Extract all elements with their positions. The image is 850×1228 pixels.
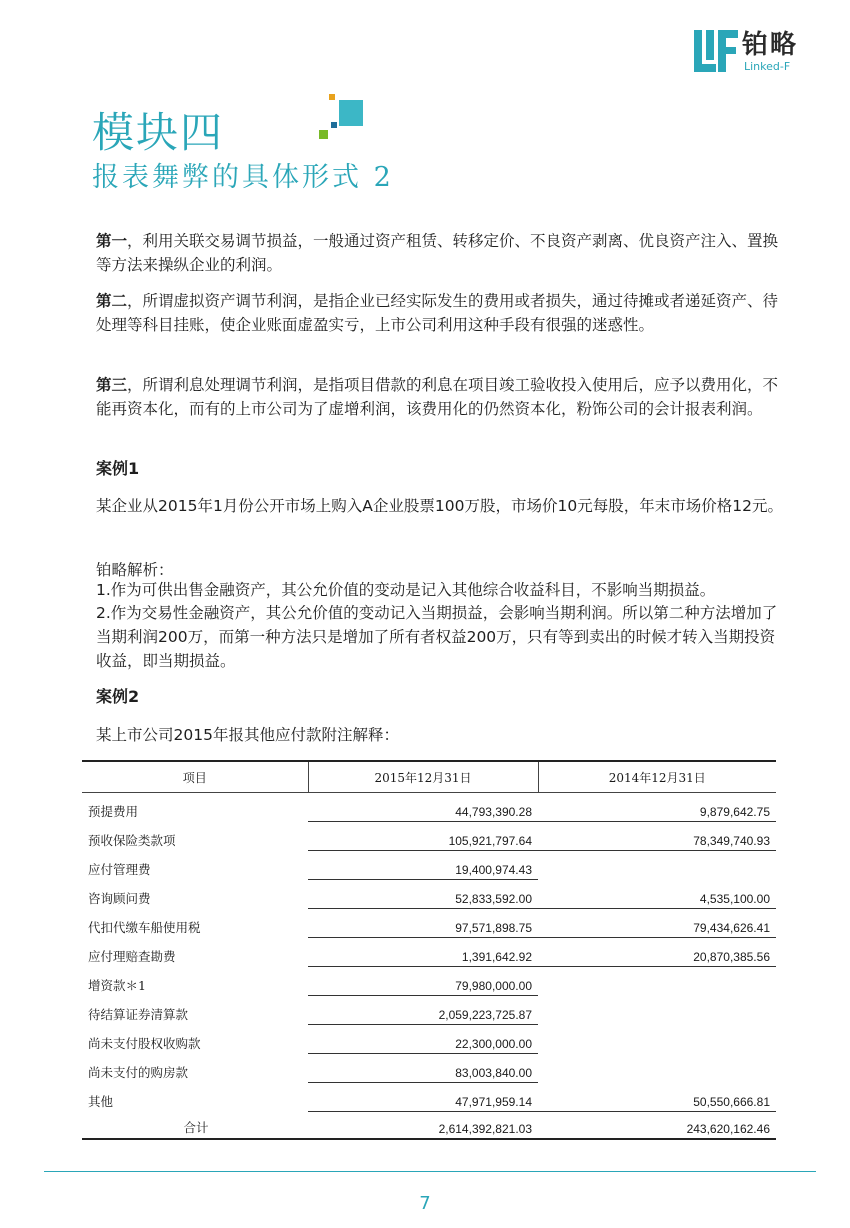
paragraph-lead: 第三 (96, 376, 128, 394)
decor-square-1 (329, 94, 335, 100)
other-payables-table (82, 760, 776, 1140)
row-label: 应付理赔查勘费 (88, 948, 176, 964)
table-row (82, 880, 776, 909)
module-title: 模块四 (92, 108, 225, 157)
footer-divider (44, 1171, 816, 1172)
value-2015: 22,300,000.00 (308, 1025, 538, 1054)
row-label: 尚未支付的购房款 (88, 1064, 189, 1080)
row-label: 代扣代缴车船使用税 (88, 919, 201, 935)
value-2015: 2,059,223,725.87 (308, 996, 538, 1025)
value-2015: 83,003,840.00 (308, 1054, 538, 1083)
section-subtitle: 报表舞弊的具体形式 2 (92, 162, 394, 193)
value-2014 (538, 996, 776, 1025)
decor-square-3 (319, 130, 328, 139)
table-header-row (82, 761, 776, 793)
value-2015: 19,400,974.43 (308, 851, 538, 880)
table-row (82, 938, 776, 967)
value-2014 (538, 967, 776, 996)
table-row (82, 909, 776, 938)
table-row (82, 822, 776, 851)
linked-f-logo-icon (694, 30, 738, 72)
case1-analysis-point-1: 1.作为可供出售金融资产，其公允价值的变动是记入其他综合收益科目，不影响当期损益。 (96, 581, 716, 599)
table-row (82, 967, 776, 996)
row-label: 应付管理费 (88, 861, 151, 877)
value-2015: 44,793,390.28 (308, 793, 538, 822)
row-label: 增资款＊1 (88, 977, 146, 993)
row-label: 预收保险类款项 (88, 832, 176, 848)
row-label: 待结算证券清算款 (88, 1006, 189, 1022)
case1-title: 案例1 (96, 459, 140, 478)
row-label: 合计 (82, 1112, 308, 1140)
value-2014 (538, 1025, 776, 1054)
case2-title: 案例2 (96, 687, 140, 706)
table-row (82, 1083, 776, 1112)
row-label: 其他 (88, 1093, 114, 1109)
paragraph-text: ，利用关联交易调节损益，一般通过资产租赁、转移定价、不良资产剥离、优良资产注入、置换等方法来操纵企业的利润。 (96, 232, 779, 274)
value-2015: 2,614,392,821.03 (308, 1112, 538, 1140)
decor-square-2 (339, 100, 363, 126)
paragraph-second (96, 289, 786, 337)
table-total-row (82, 1112, 776, 1140)
paragraph-third (96, 373, 786, 421)
brand-logo (694, 30, 810, 74)
case1-description: 某企业从2015年1月份公开市场上购入A企业股票100万股，市场价10元每股，年末市场价格12元。 (96, 497, 783, 515)
value-2015: 105,921,797.64 (308, 822, 538, 851)
brand-name-cn: 铂略 (742, 30, 799, 60)
paragraph-text: ，所谓虚拟资产调节利润，是指企业已经实际发生的费用或者损失，通过待摊或者递延资产、待处理等科目挂账，使企业账面虚盈实亏，上市公司利用这种手段有很强的迷惑性。 (96, 292, 779, 334)
value-2014 (538, 851, 776, 880)
value-2015: 52,833,592.00 (308, 880, 538, 909)
value-2015: 79,980,000.00 (308, 967, 538, 996)
value-2015: 1,391,642.92 (308, 938, 538, 967)
row-label: 预提费用 (88, 803, 139, 819)
column-header-item: 项目 (82, 761, 308, 793)
row-label: 咨询顾问费 (88, 890, 151, 906)
case1-analysis-point-2: 2.作为交易性金融资产，其公允价值的变动记入当期损益，会影响当期利润。所以第二种方法增加了当期利润200万，而第一种方法只是增加了所有者权益200万，只有等到卖出的时候才转入当期投资收益，即当期损益。 (96, 604, 778, 670)
case1-analysis-title: 铂略解析： (96, 561, 174, 579)
value-2014: 4,535,100.00 (538, 880, 776, 909)
column-header-2014: 2014年12月31日 (538, 761, 776, 793)
decor-square-4 (331, 122, 337, 128)
table-row (82, 793, 776, 822)
table-row (82, 1025, 776, 1054)
page-number: 7 (419, 1193, 431, 1214)
paragraph-lead: 第一 (96, 232, 128, 250)
paragraph-lead: 第二 (96, 292, 128, 310)
row-label: 尚未支付股权收购款 (88, 1035, 201, 1051)
column-header-2015: 2015年12月31日 (308, 761, 538, 793)
value-2014: 20,870,385.56 (538, 938, 776, 967)
value-2015: 47,971,959.14 (308, 1083, 538, 1112)
case2-description: 某上市公司2015年报其他应付款附注解释： (96, 726, 399, 744)
paragraph-text: ，所谓利息处理调节利润，是指项目借款的利息在项目竣工验收投入使用后，应予以费用化，不能再资本化，而有的上市公司为了虚增利润，该费用化的仍然资本化，粉饰公司的会计报表利润。 (96, 376, 779, 418)
table-row (82, 1054, 776, 1083)
paragraph-first (96, 229, 786, 277)
value-2014: 50,550,666.81 (538, 1083, 776, 1112)
value-2014: 9,879,642.75 (538, 793, 776, 822)
value-2014: 79,434,626.41 (538, 909, 776, 938)
brand-name-en: Linked-F (744, 60, 791, 73)
table-row (82, 996, 776, 1025)
value-2014 (538, 1054, 776, 1083)
value-2014: 78,349,740.93 (538, 822, 776, 851)
table-row (82, 851, 776, 880)
value-2015: 97,571,898.75 (308, 909, 538, 938)
value-2014: 243,620,162.46 (538, 1112, 776, 1140)
